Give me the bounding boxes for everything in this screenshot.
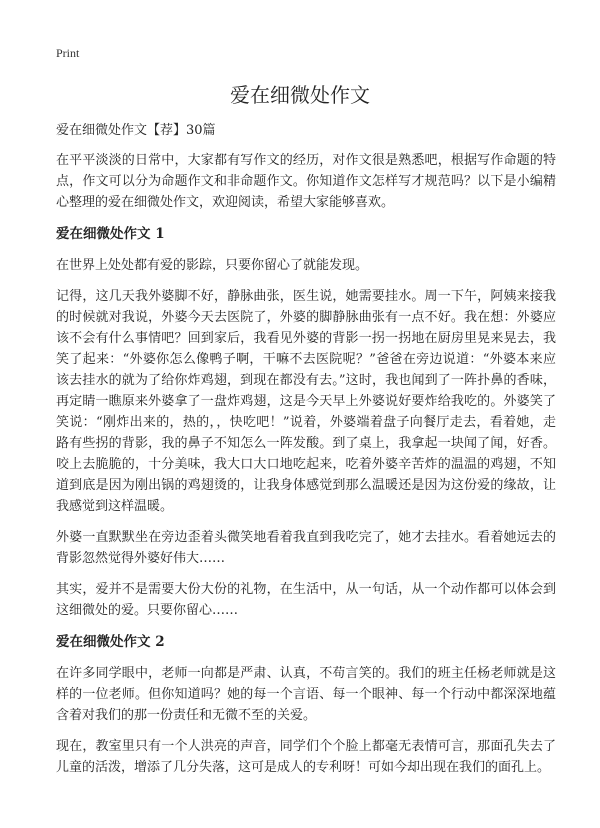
intro-paragraph: 在平平淡淡的日常中，大家都有写作文的经历，对作文很是熟悉吧，根据写作命题的特点，作文可以分为命题作文和非命题作文。你知道作文怎样写才规范吗？以下是小编精心整理的爱在细微处作文，欢迎阅读，希望大家能够喜欢。 (56, 153, 556, 210)
page-title: 爱在细微处作文 (230, 83, 370, 107)
section1-paragraph-4: 其实，爱并不是需要大份大份的礼物，在生活中，从一句话，从一个动作都可以体会到这细微处的爱。只要你留心…… (56, 582, 556, 618)
section-heading-2: 爱在细微处作文 2 (56, 634, 165, 650)
section-heading-1: 爱在细微处作文 1 (56, 226, 165, 242)
print-label[interactable]: Print (56, 46, 80, 60)
section2-paragraph-1: 在许多同学眼中，老师一向都是严肃、认真，不苟言笑的。我们的班主任杨老师就是这样的一位老师。但你知道吗？她的每一个言语、每一个眼神、每一个行动中都深深地蕴含着对我们的那一份责任和无微不至的关爱。 (56, 666, 556, 723)
article-subtitle: 爱在细微处作文【荐】30篇 (56, 123, 216, 138)
section1-paragraph-2: 记得，这几天我外婆脚不好，静脉曲张，医生说，她需要挂水。周一下午，阿姨来接我的时候就对我说，外婆今天去医院了，外婆的脚静脉曲张有一点不好。我在想：外婆应该不会有什么事情吧？回到家后，我看见外婆的背影一拐一拐地在厨房里晃来晃去，我笑了起来：“外婆你怎么像鸭子啊，干嘛不去医院呢？”爸爸在旁边说道：“外婆本来应该去挂水的就为了给你炸鸡翅，到现在都没有去。”这时，我也闻到了一阵扑鼻的香味，再定睛一瞧原来外婆拿了一盘炸鸡翅，这是今天早上外婆说好要炸给我吃的。外婆笑了笑说：“刚炸出来的，热的，，快吃吧！”说着，外婆端着盘子向餐厅走去，看着她，走路有些拐的背影，我的鼻子不知怎么一阵发酸。到了桌上，我拿起一块闻了闻，好香。咬上去脆脆的，十分美味，我大口大口地吃起来，吃着外婆辛苦炸的温温的鸡翅，不知道到底是因为刚出锅的鸡翅烫的，让我身体感觉到那么温暖还是因为这份爱的缘故，让我感觉到这样温暖。 (56, 289, 556, 514)
section1-paragraph-3: 外婆一直默默坐在旁边歪着头微笑地看着我直到我吃完了，她才去挂水。看着她远去的背影忽然觉得外婆好伟大…… (56, 530, 556, 566)
article-body (56, 120, 556, 788)
section1-paragraph-1: 在世界上处处都有爱的影踪，只要你留心了就能发现。 (56, 258, 369, 273)
section2-paragraph-2: 现在，教室里只有一个人洪亮的声音，同学们个个脸上都毫无表情可言，那面孔失去了儿童的活泼，增添了几分失落，这可是成人的专利呀！可如今却出现在我们的面孔上。 (56, 739, 556, 775)
